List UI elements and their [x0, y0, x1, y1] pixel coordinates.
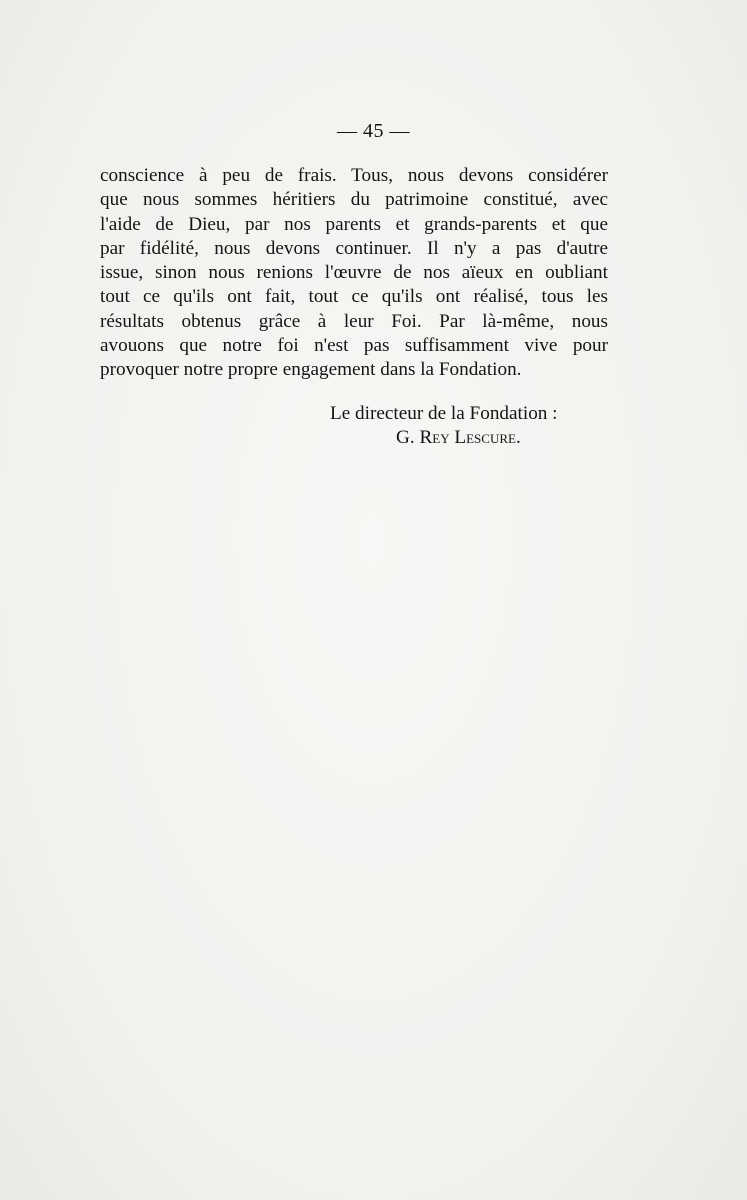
paragraph-line: résultats obtenus grâce à leur Foi. Par là-même, nous	[100, 310, 608, 332]
paragraph-line: que nous sommes héritiers du patrimoine constitué, avec	[100, 189, 608, 211]
paragraph-line: par fidélité, nous devons continuer. Il n'y a pas d'autre	[100, 237, 608, 259]
body-paragraph	[100, 164, 608, 383]
paragraph-line: tout ce qu'ils ont fait, tout ce qu'ils ont réalisé, tous les	[100, 286, 608, 308]
signature-initial: G.	[396, 427, 415, 448]
paragraph-line: provoquer notre propre engagement dans la Fondation.	[100, 359, 522, 381]
paragraph-line: conscience à peu de frais. Tous, nous devons considérer	[100, 165, 608, 186]
page-number: — 45 —	[337, 120, 410, 142]
paragraph-line: l'aide de Dieu, par nos parents et grands-parents et que	[100, 213, 608, 235]
signature-name	[396, 426, 521, 450]
paragraph-line: issue, sinon nous renions l'œuvre de nos aïeux en oubliant	[100, 262, 608, 284]
signature-title: Le directeur de la Fondation :	[330, 403, 558, 424]
signature-surname: Rey Lescure.	[419, 427, 521, 448]
paragraph-line: avouons que notre foi n'est pas suffisamment vive pour	[100, 335, 608, 357]
